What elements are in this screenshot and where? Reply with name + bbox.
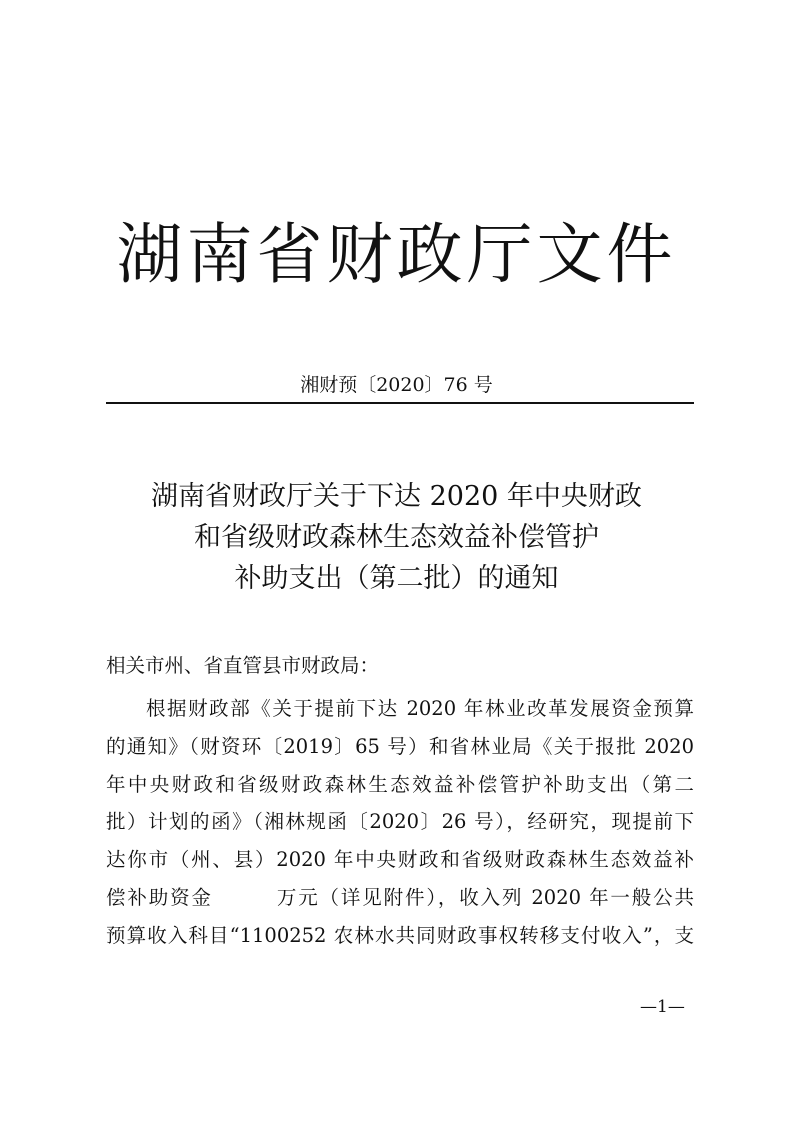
- body-paragraph: [106, 690, 694, 955]
- body-line-7: 预算收入科目“1100252 农林水共同财政事权转移支付收入”，支: [106, 923, 694, 947]
- notice-title-line-3: 补助支出（第二批）的通知: [234, 563, 559, 594]
- body-line-2: 的通知》（财资环〔2019〕65 号）和省林业局《关于报批 2020: [106, 734, 694, 758]
- notice-title-line-1: 湖南省财政厅关于下达 2020 年中央财政: [151, 481, 642, 512]
- page-number: —1—: [640, 997, 685, 1017]
- body-line-6: 偿补助资金 万元（详见附件），收入列 2020 年一般公共: [106, 885, 694, 909]
- body-line-5: 达你市（州、县）2020 年中央财政和省级财政森林生态效益补: [106, 848, 694, 872]
- notice-title-line-2: 和省级财政森林生态效益补偿管护: [194, 522, 599, 553]
- body-line-3: 年中央财政和省级财政森林生态效益补偿管护补助支出（第二: [106, 772, 694, 796]
- header-divider: [106, 402, 694, 404]
- document-header-title: 湖南省财政厅文件: [116, 216, 677, 293]
- body-line-4: 批）计划的函》（湘林规函〔2020〕26 号），经研究，现提前下: [106, 810, 694, 834]
- notice-title: [0, 476, 793, 599]
- addressee: 相关市州、省直管县市财政局：: [106, 654, 380, 677]
- body-line-1: 根据财政部《关于提前下达 2020 年林业改革发展资金预算: [146, 697, 694, 720]
- document-number: 湘财预〔2020〕76 号: [300, 374, 493, 396]
